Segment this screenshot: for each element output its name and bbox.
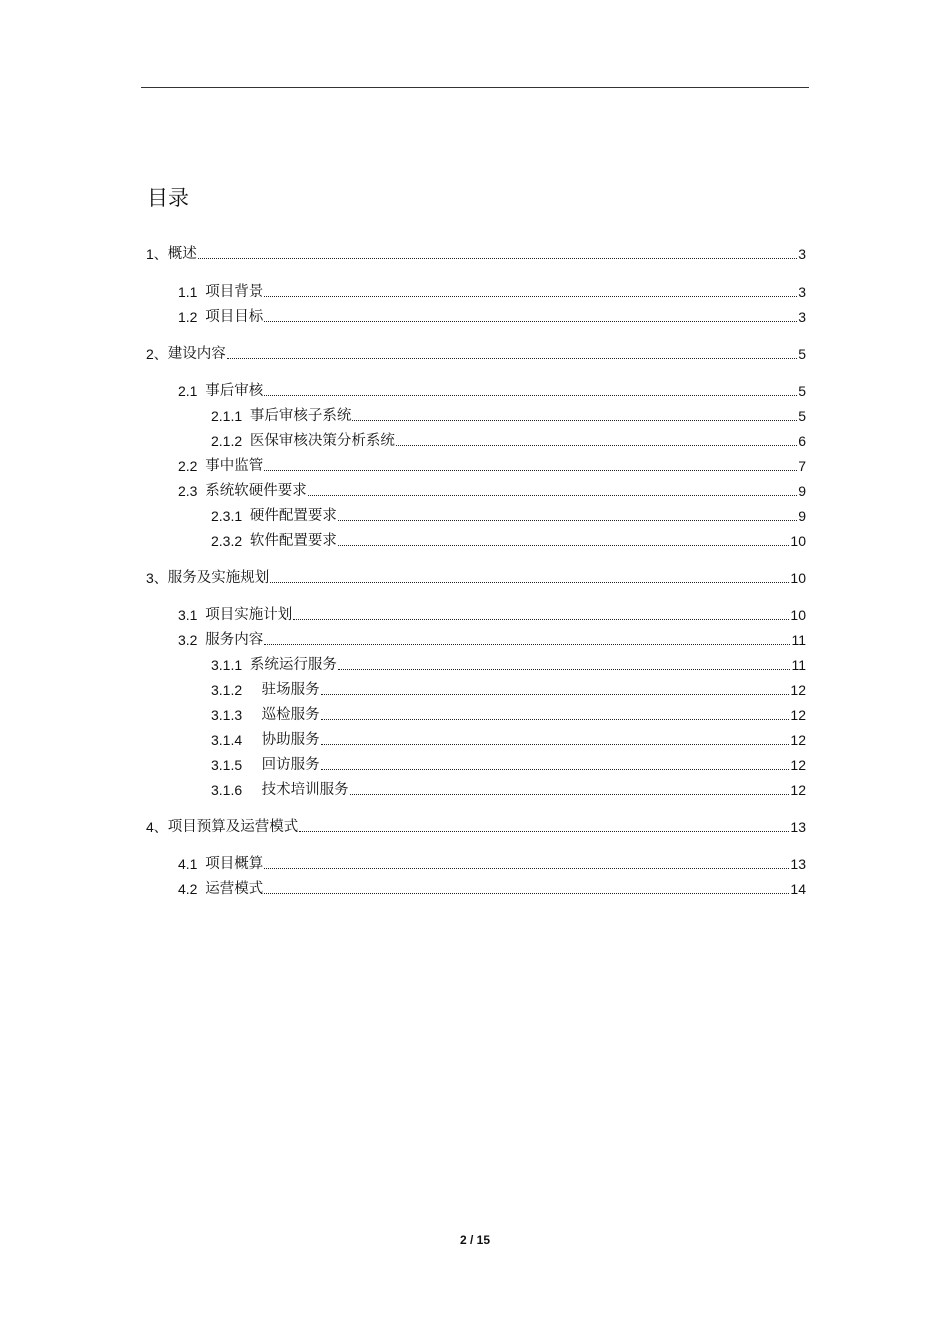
toc-leader-dots <box>338 669 791 670</box>
toc-entry-number: 2.3.1 <box>211 508 250 524</box>
toc-entry[interactable] <box>211 652 806 674</box>
toc-entry-page: 5 <box>798 408 806 424</box>
toc-entry[interactable] <box>178 478 806 500</box>
toc-leader-dots <box>338 520 797 521</box>
toc-leader-dots <box>198 258 797 259</box>
toc-leader-dots <box>321 769 790 770</box>
toc-entry-label: 技术培训服务 <box>261 782 349 798</box>
toc-entry-page: 12 <box>790 782 806 798</box>
toc-entry-label: 事后审核子系统 <box>249 408 352 424</box>
toc-entry-page: 7 <box>798 458 806 474</box>
toc-entry-number: 4、 <box>146 819 168 835</box>
toc-entry-label: 项目预算及运营模式 <box>167 819 299 835</box>
toc-leader-dots <box>264 644 790 645</box>
toc-entry-number: 2.1.2 <box>211 433 250 449</box>
toc-entry[interactable] <box>211 503 806 525</box>
toc-entry[interactable] <box>146 341 806 363</box>
toc-entry-label: 系统软硬件要求 <box>205 483 307 499</box>
toc-leader-dots <box>264 893 789 894</box>
toc-entry-label: 建设内容 <box>167 346 226 362</box>
toc-leader-dots <box>264 470 797 471</box>
toc-entry-page: 10 <box>790 533 806 549</box>
toc-entry-page: 10 <box>790 570 806 586</box>
toc-leader-dots <box>321 744 790 745</box>
toc-entry-page: 3 <box>798 309 806 325</box>
toc-entry-number: 1、 <box>146 246 168 262</box>
toc-entry-number: 3.1.6 <box>211 782 262 798</box>
toc-entry[interactable] <box>211 727 806 749</box>
toc-entry-label: 服务及实施规划 <box>167 570 270 586</box>
toc-entry-number: 2.1 <box>178 383 206 399</box>
header-rule <box>141 87 809 88</box>
toc-entry-page: 6 <box>798 433 806 449</box>
toc-entry[interactable] <box>211 403 806 425</box>
toc-entry-label: 概述 <box>167 246 197 262</box>
toc-entry-page: 9 <box>798 483 806 499</box>
toc-entry-label: 项目背景 <box>205 284 264 300</box>
toc-entry-number: 3.1.5 <box>211 757 262 773</box>
toc-entry-label: 系统运行服务 <box>249 657 337 673</box>
toc-entry-page: 5 <box>798 383 806 399</box>
toc-entry[interactable] <box>146 814 806 836</box>
toc-entry-label: 项目实施计划 <box>205 607 293 623</box>
toc-entry[interactable] <box>178 304 806 326</box>
toc-entry-page: 9 <box>798 508 806 524</box>
toc-entry-page: 11 <box>791 657 806 673</box>
toc-entry-label: 软件配置要求 <box>249 533 337 549</box>
toc-leader-dots <box>270 582 789 583</box>
toc-leader-dots <box>308 495 797 496</box>
toc-entry[interactable] <box>178 378 806 400</box>
toc-title: 目录 <box>147 186 189 210</box>
toc-leader-dots <box>299 831 789 832</box>
toc-entry-number: 4.1 <box>178 856 206 872</box>
toc-entry[interactable] <box>211 777 806 799</box>
toc-entry-page: 12 <box>790 707 806 723</box>
toc-entry-label: 协助服务 <box>261 732 320 748</box>
toc-entry[interactable] <box>178 851 806 873</box>
toc-leader-dots <box>338 545 790 546</box>
toc-entry[interactable] <box>211 702 806 724</box>
toc-leader-dots <box>264 395 797 396</box>
toc-entry-label: 驻场服务 <box>261 682 320 698</box>
toc-entry-page: 10 <box>790 607 806 623</box>
toc-entry[interactable] <box>211 528 806 550</box>
toc-entry-label: 硬件配置要求 <box>249 508 337 524</box>
toc-entry-label: 项目目标 <box>205 309 264 325</box>
toc-entry-number: 2.1.1 <box>211 408 250 424</box>
toc-leader-dots <box>352 420 797 421</box>
toc-entry-number: 1.1 <box>178 284 206 300</box>
toc-leader-dots <box>350 794 790 795</box>
toc-entry[interactable] <box>178 627 806 649</box>
toc-entry-label: 医保审核决策分析系统 <box>249 433 395 449</box>
toc-entry-page: 14 <box>790 881 806 897</box>
toc-entry-number: 2.2 <box>178 458 206 474</box>
toc-entry-page: 5 <box>798 346 806 362</box>
toc-entry[interactable] <box>178 602 806 624</box>
toc-entry[interactable] <box>178 453 806 475</box>
toc-entry[interactable] <box>178 279 806 301</box>
toc-leader-dots <box>227 358 797 359</box>
toc-leader-dots <box>293 619 789 620</box>
toc-entry[interactable] <box>146 241 806 263</box>
toc-entry-label: 事后审核 <box>205 383 264 399</box>
toc-entry-label: 运营模式 <box>205 881 264 897</box>
toc-leader-dots <box>396 445 797 446</box>
toc-entry-number: 3、 <box>146 570 168 586</box>
toc-entry-label: 服务内容 <box>205 632 264 648</box>
toc-entry-page: 13 <box>790 856 806 872</box>
toc-entry-label: 事中监管 <box>205 458 264 474</box>
toc-entry-number: 3.1.2 <box>211 682 262 698</box>
page-number-footer: 2 / 15 <box>459 1233 491 1247</box>
toc-entry-number: 2.3 <box>178 483 206 499</box>
toc-entry-page: 3 <box>798 246 806 262</box>
toc-entry[interactable] <box>211 677 806 699</box>
toc-entry-number: 2、 <box>146 346 168 362</box>
toc-leader-dots <box>264 296 797 297</box>
toc-entry-number: 3.2 <box>178 632 206 648</box>
toc-entry-label: 回访服务 <box>261 757 320 773</box>
toc-entry-label: 项目概算 <box>205 856 264 872</box>
toc-entry-page: 3 <box>798 284 806 300</box>
toc-entry[interactable] <box>211 428 806 450</box>
toc-entry-number: 3.1.4 <box>211 732 262 748</box>
toc-entry-page: 12 <box>790 732 806 748</box>
toc-entry-number: 3.1 <box>178 607 206 623</box>
toc-entry[interactable] <box>146 565 806 587</box>
toc-entry-page: 13 <box>790 819 806 835</box>
toc-entry-number: 2.3.2 <box>211 533 250 549</box>
toc-leader-dots <box>264 321 797 322</box>
toc-entry-number: 4.2 <box>178 881 206 897</box>
toc-entry-page: 12 <box>790 757 806 773</box>
toc-entry-page: 12 <box>790 682 806 698</box>
toc-entry[interactable] <box>178 876 806 898</box>
toc-leader-dots <box>321 719 790 720</box>
toc-entry-label: 巡检服务 <box>261 707 320 723</box>
toc-entry-number: 3.1.1 <box>211 657 250 673</box>
toc-entry[interactable] <box>211 752 806 774</box>
toc-entry-number: 1.2 <box>178 309 206 325</box>
toc-leader-dots <box>321 694 790 695</box>
toc-leader-dots <box>264 868 789 869</box>
toc-entry-number: 3.1.3 <box>211 707 262 723</box>
toc-entry-page: 11 <box>791 632 806 648</box>
